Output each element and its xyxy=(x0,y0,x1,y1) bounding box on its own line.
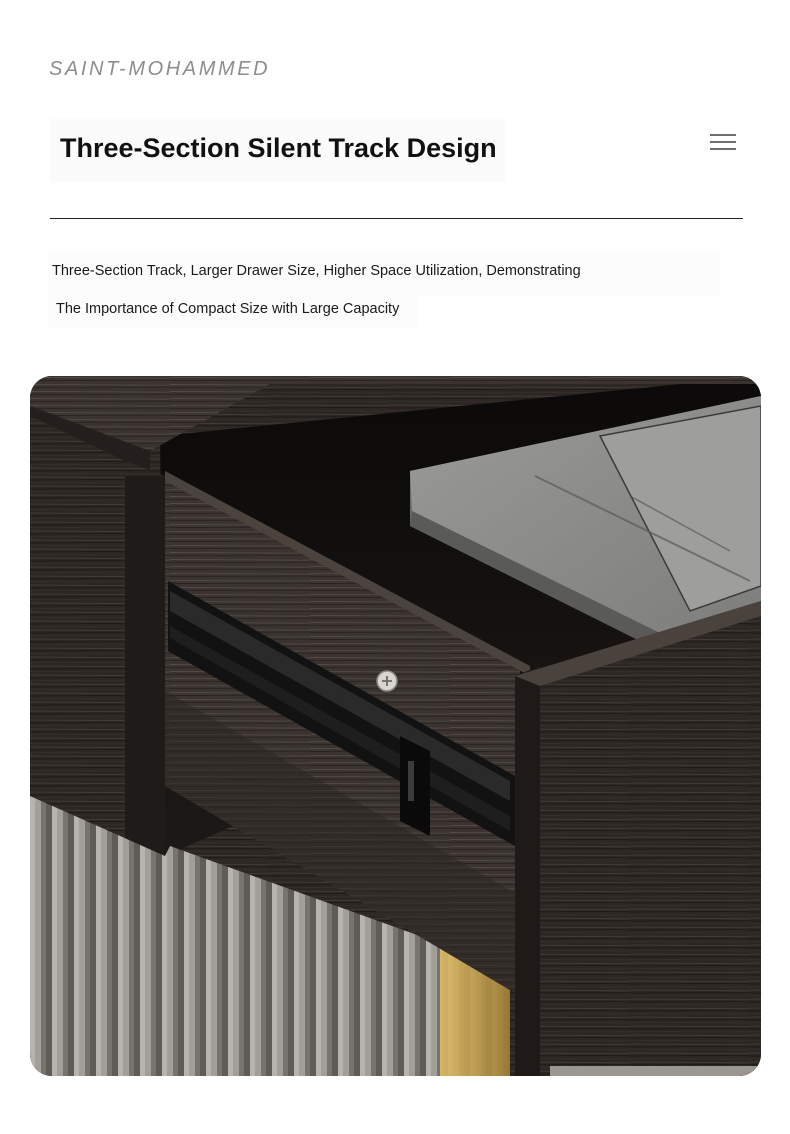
description-line-2: The Importance of Compact Size with Large Capacity xyxy=(56,301,400,317)
product-photo xyxy=(30,376,761,1076)
page-title: Three-Section Silent Track Design xyxy=(60,133,497,163)
menu-line-bottom xyxy=(710,148,736,150)
menu-line-top xyxy=(710,134,736,136)
brand-name: SAINT-MOHAMMED xyxy=(49,58,271,80)
nightstand-drawer-illustration xyxy=(30,376,761,1076)
description-line-1: Three-Section Track, Larger Drawer Size, Higher Space Utilization, Demonstrating xyxy=(52,263,581,279)
menu-line-middle xyxy=(710,141,736,143)
header-divider xyxy=(50,218,743,219)
hamburger-menu-icon[interactable] xyxy=(708,131,738,153)
